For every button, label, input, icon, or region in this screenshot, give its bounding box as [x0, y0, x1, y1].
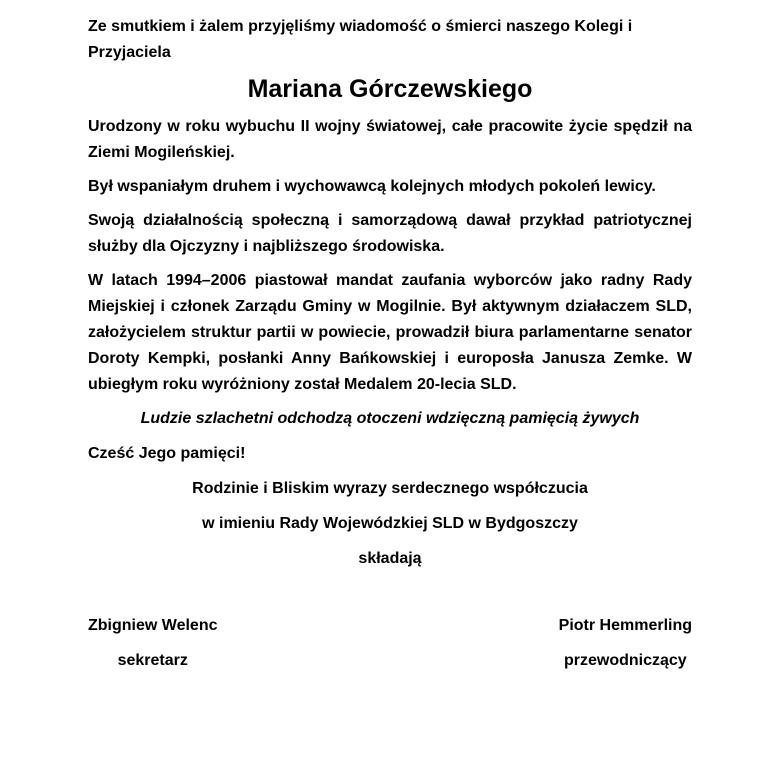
- intro-paragraph: Ze smutkiem i żalem przyjęliśmy wiadomość o śmierci naszego Kolegi i Przyjaciela: [88, 18, 633, 61]
- condolence-line-council: w imieniu Rady Wojewódzkiej SLD w Bydgoszczy: [202, 515, 578, 532]
- signature-left: [88, 613, 218, 674]
- signer-name-chairman: Piotr Hemmerling: [558, 617, 692, 634]
- condolence-line-family: Rodzinie i Bliskim wyrazy serdecznego współczucia: [192, 480, 588, 497]
- biography-paragraph-1: Urodzony w roku wybuchu II wojny światowej, całe pracowite życie spędził na Ziemi Mogileńskiej.: [88, 118, 692, 161]
- condolence-line-submit: składają: [358, 550, 422, 567]
- signer-title-secretary: sekretarz: [117, 652, 188, 669]
- signature-block: [88, 613, 692, 674]
- signer-name-secretary: Zbigniew Welenc: [88, 617, 218, 634]
- tribute-line: Cześć Jego pamięci!: [88, 445, 246, 462]
- epitaph-line: Ludzie szlachetni odchodzą otoczeni wdzięczną pamięcią żywych: [140, 410, 640, 427]
- signature-right: [559, 613, 692, 674]
- signer-title-chairman: przewodniczący: [563, 652, 687, 669]
- biography-paragraph-3: Swoją działalnością społeczną i samorządową dawał przykład patriotycznej służby dla Ojczyzny i najbliższego środowiska.: [88, 212, 692, 255]
- biography-paragraph-2: Był wspaniałym druhem i wychowawcą kolejnych młodych pokoleń lewicy.: [88, 178, 656, 195]
- deceased-name-title: Mariana Górczewskiego: [247, 75, 533, 103]
- biography-paragraph-4: W latach 1994–2006 piastował mandat zaufania wyborców jako radny Rady Miejskiej i członek Zarządu Gminy w Mogilnie. Był aktywnym działaczem SLD, założycielem struktur partii w powiecie, prowadził biura parlamentarne senator Doroty Kempki, posłanki Anny Bańkowskiej i europosła Janusza Zemke. W ubiegłym roku wyróżniony został Medalem 20-lecia SLD.: [88, 272, 692, 393]
